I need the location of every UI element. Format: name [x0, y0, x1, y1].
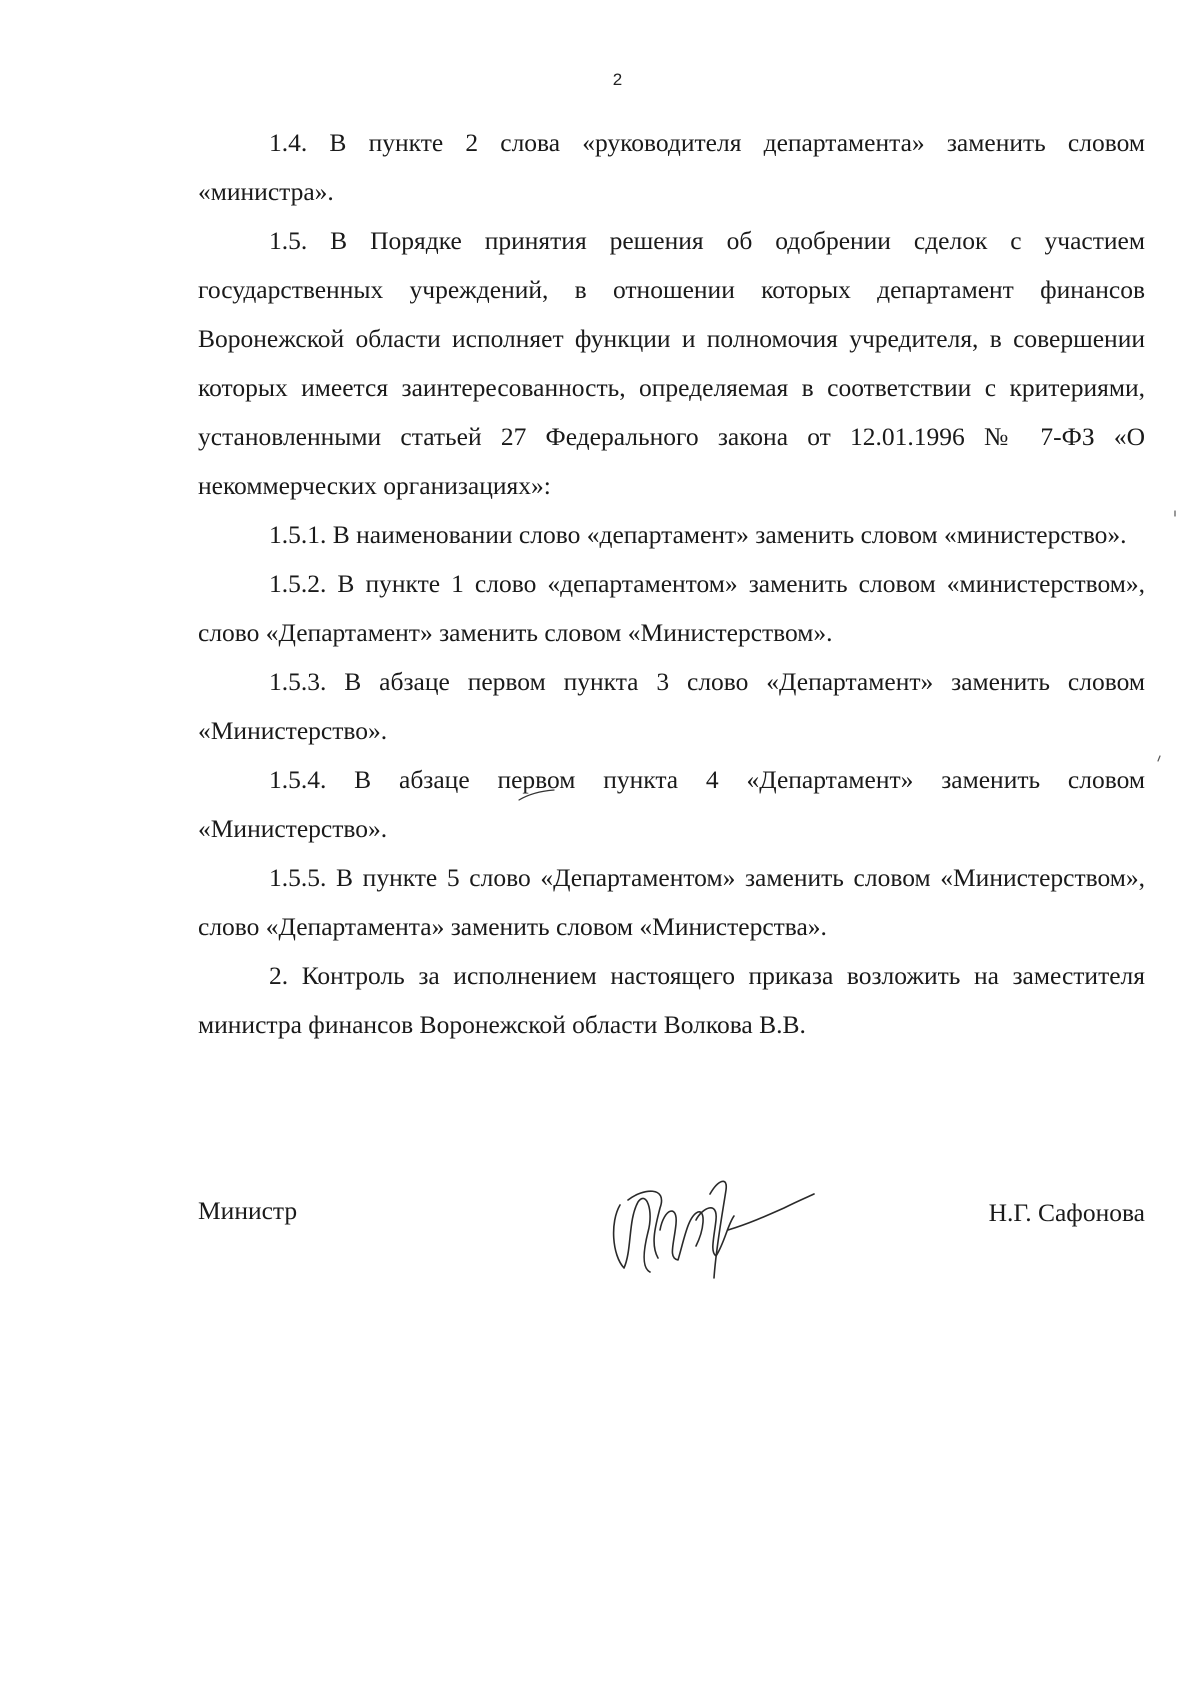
paragraph-2: 2. Контроль за исполнением настоящего приказа возложить на заместителя министра финансов Воронежской области Волкова В.В. — [198, 961, 1145, 1039]
paragraph-1-5-2: 1.5.2. В пункте 1 слово «департаментом» заменить словом «министерством», слово «Департамент» заменить словом «Министерством». — [198, 569, 1145, 647]
paragraph-1-5-3: 1.5.3. В абзаце первом пункта 3 слово «Департамент» заменить словом «Министерство». — [198, 667, 1145, 745]
margin-dot-icon — [1172, 510, 1178, 518]
document-body — [198, 118, 1145, 1049]
pen-tick-icon — [517, 788, 557, 802]
paragraph-1-4: 1.4. В пункте 2 слова «руководителя департамента» заменить словом «министра». — [198, 128, 1145, 206]
paragraph-1-5-1: 1.5.1. В наименовании слово «департамент» заменить словом «министерство». — [269, 520, 1127, 549]
signatory-title: Министр — [198, 1196, 298, 1225]
margin-dot-icon — [1156, 755, 1162, 763]
paragraph-1-5-5: 1.5.5. В пункте 5 слово «Департаментом» заменить словом «Министерством», слово «Департамента» заменить словом «Министерства». — [198, 863, 1145, 941]
signature-block — [198, 1168, 1145, 1308]
paragraph-1-5: 1.5. В Порядке принятия решения об одобрении сделок с участием государственных учреждений, в отношении которых департамент финансов Воронежской области исполняет функции и полномочия учредителя, в совершении которых имеется заинтересованность, определяемая в соответствии с критериями, установленными статьей 27 Федерального закона от 12.01.1996 № 7-ФЗ «О некоммерческих организациях»: — [198, 226, 1145, 500]
signatory-name: Н.Г. Сафонова — [988, 1198, 1145, 1227]
handwritten-signature-icon — [598, 1160, 978, 1280]
paragraph-1-5-4: 1.5.4. В абзаце первом пункта 4 «Департамент» заменить словом «Министерство». — [198, 765, 1145, 843]
page-number: 2 — [612, 70, 623, 89]
